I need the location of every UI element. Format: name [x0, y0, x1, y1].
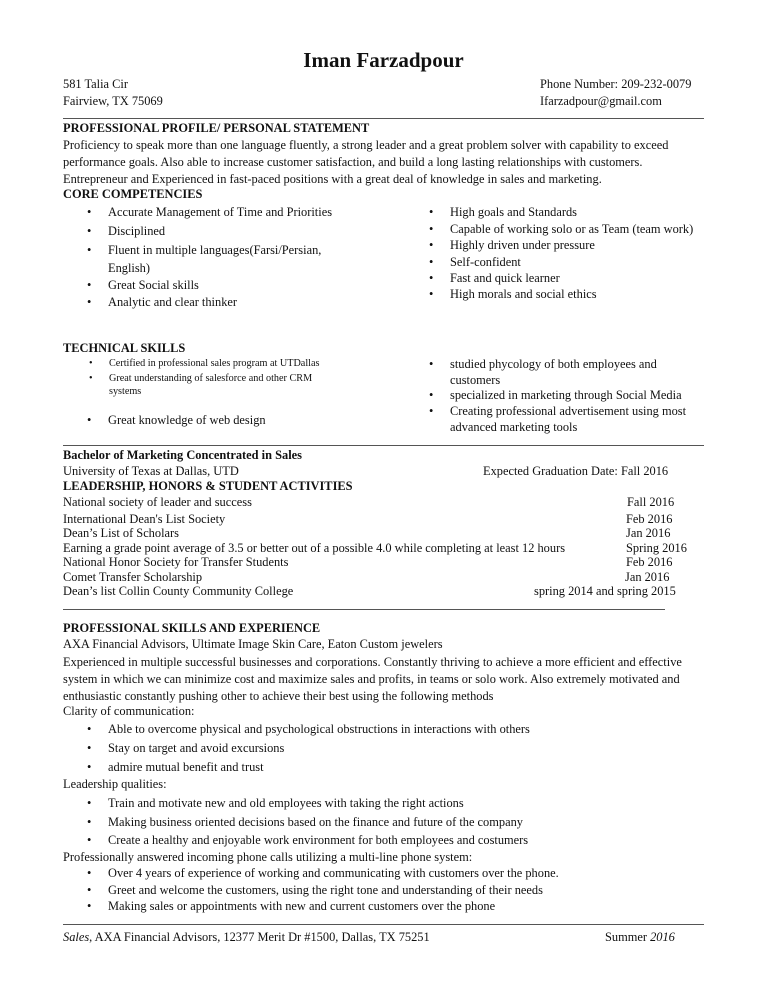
- honor-name: Earning a grade point average of 3.5 or better out of a possible 4.0 while completing at least 12 hours: [63, 541, 566, 555]
- table-row: [63, 526, 704, 541]
- honor-name: National society of leader and success: [63, 495, 252, 509]
- profile-line: Proficiency to speak more than one language fluently, a strong leader and a great problem solver with capability to exceed: [63, 138, 669, 152]
- table-row: [63, 570, 704, 585]
- job-entry: [63, 930, 430, 945]
- summary-line: Experienced in multiple successful businesses and corporations. Constantly thriving to achieve a more efficient and effective: [63, 655, 682, 669]
- table-row: [63, 512, 704, 527]
- job-comma: ,: [217, 930, 221, 944]
- job-company: , AXA Financial Advisors: [89, 930, 218, 944]
- experience-summary: [63, 654, 704, 704]
- job-role: Sales: [63, 930, 90, 944]
- honor-name: International Dean's List Society: [63, 512, 226, 526]
- profile-line: Entrepreneur and Experienced in fast-paced positions with a great deal of knowledge in sales and marketing.: [63, 171, 602, 186]
- degree-title: Bachelor of Marketing Concentrated in Sales: [63, 448, 302, 462]
- job-date: [605, 930, 675, 945]
- summary-line: system in which we can minimize cost and maximize sales and profits, in teams or solo work. Also extremely motivated and: [63, 671, 680, 686]
- job-season: Summer: [605, 930, 651, 944]
- profile-line: performance goals. Also able to increase customer satisfaction, and build a long lasting relationships with customers.: [63, 154, 643, 169]
- honors-heading: LEADERSHIP, HONORS & STUDENT ACTIVITIES: [63, 479, 353, 493]
- honor-date: Fall 2016: [627, 495, 675, 509]
- divider: [63, 445, 704, 446]
- table-row: [63, 495, 704, 510]
- address-line-1: 581 Talia Cir: [63, 77, 128, 91]
- phone-number: Phone Number: 209-232-0079: [540, 77, 692, 91]
- profile-statement: [63, 137, 704, 187]
- table-row: [63, 584, 704, 599]
- honor-name: Comet Transfer Scholarship: [63, 570, 203, 584]
- job-address: 12377 Merit Dr #1500, Dallas, TX 75251: [220, 930, 430, 944]
- honor-name: Dean’s List of Scholars: [63, 526, 179, 540]
- job-year: 2016: [650, 930, 675, 944]
- honor-date: Jan 2016: [625, 570, 670, 584]
- divider: [63, 609, 665, 610]
- profile-heading: PROFESSIONAL PROFILE/ PERSONAL STATEMENT: [63, 121, 370, 135]
- honor-name: National Honor Society for Transfer Students: [63, 555, 289, 569]
- summary-line: enthusiastic constantly pushing other to achieve their best using the following methods: [63, 688, 494, 703]
- honor-name: Dean’s list Collin County Community College: [63, 584, 294, 598]
- honor-date: Feb 2016: [626, 555, 673, 569]
- core-competencies-heading: CORE COMPETENCIES: [63, 187, 203, 201]
- address-line-2: Fairview, TX 75069: [63, 94, 163, 108]
- leadership-label: Leadership qualities:: [63, 777, 167, 791]
- graduation-date: Expected Graduation Date: Fall 2016: [483, 464, 669, 478]
- table-row: [63, 541, 704, 556]
- table-row: [63, 555, 704, 570]
- company-list: AXA Financial Advisors, Ultimate Image Skin Care, Eaton Custom jewelers: [63, 637, 443, 651]
- divider: [63, 924, 704, 925]
- school-name: University of Texas at Dallas, UTD: [63, 464, 239, 478]
- experience-heading: PROFESSIONAL SKILLS AND EXPERIENCE: [63, 621, 321, 635]
- honor-date: spring 2014 and spring 2015: [534, 584, 676, 598]
- honor-date: Jan 2016: [626, 526, 671, 540]
- email-address[interactable]: Ifarzadpour@gmail.com: [540, 94, 662, 108]
- technical-skills-heading: TECHNICAL SKILLS: [63, 341, 186, 355]
- resume-name: Iman Farzadpour: [303, 48, 464, 72]
- divider: [63, 118, 704, 119]
- honor-date: Feb 2016: [626, 512, 673, 526]
- honor-date: Spring 2016: [626, 541, 687, 555]
- phone-skills-label: Professionally answered incoming phone calls utilizing a multi-line phone system:: [63, 850, 473, 864]
- clarity-label: Clarity of communication:: [63, 704, 195, 718]
